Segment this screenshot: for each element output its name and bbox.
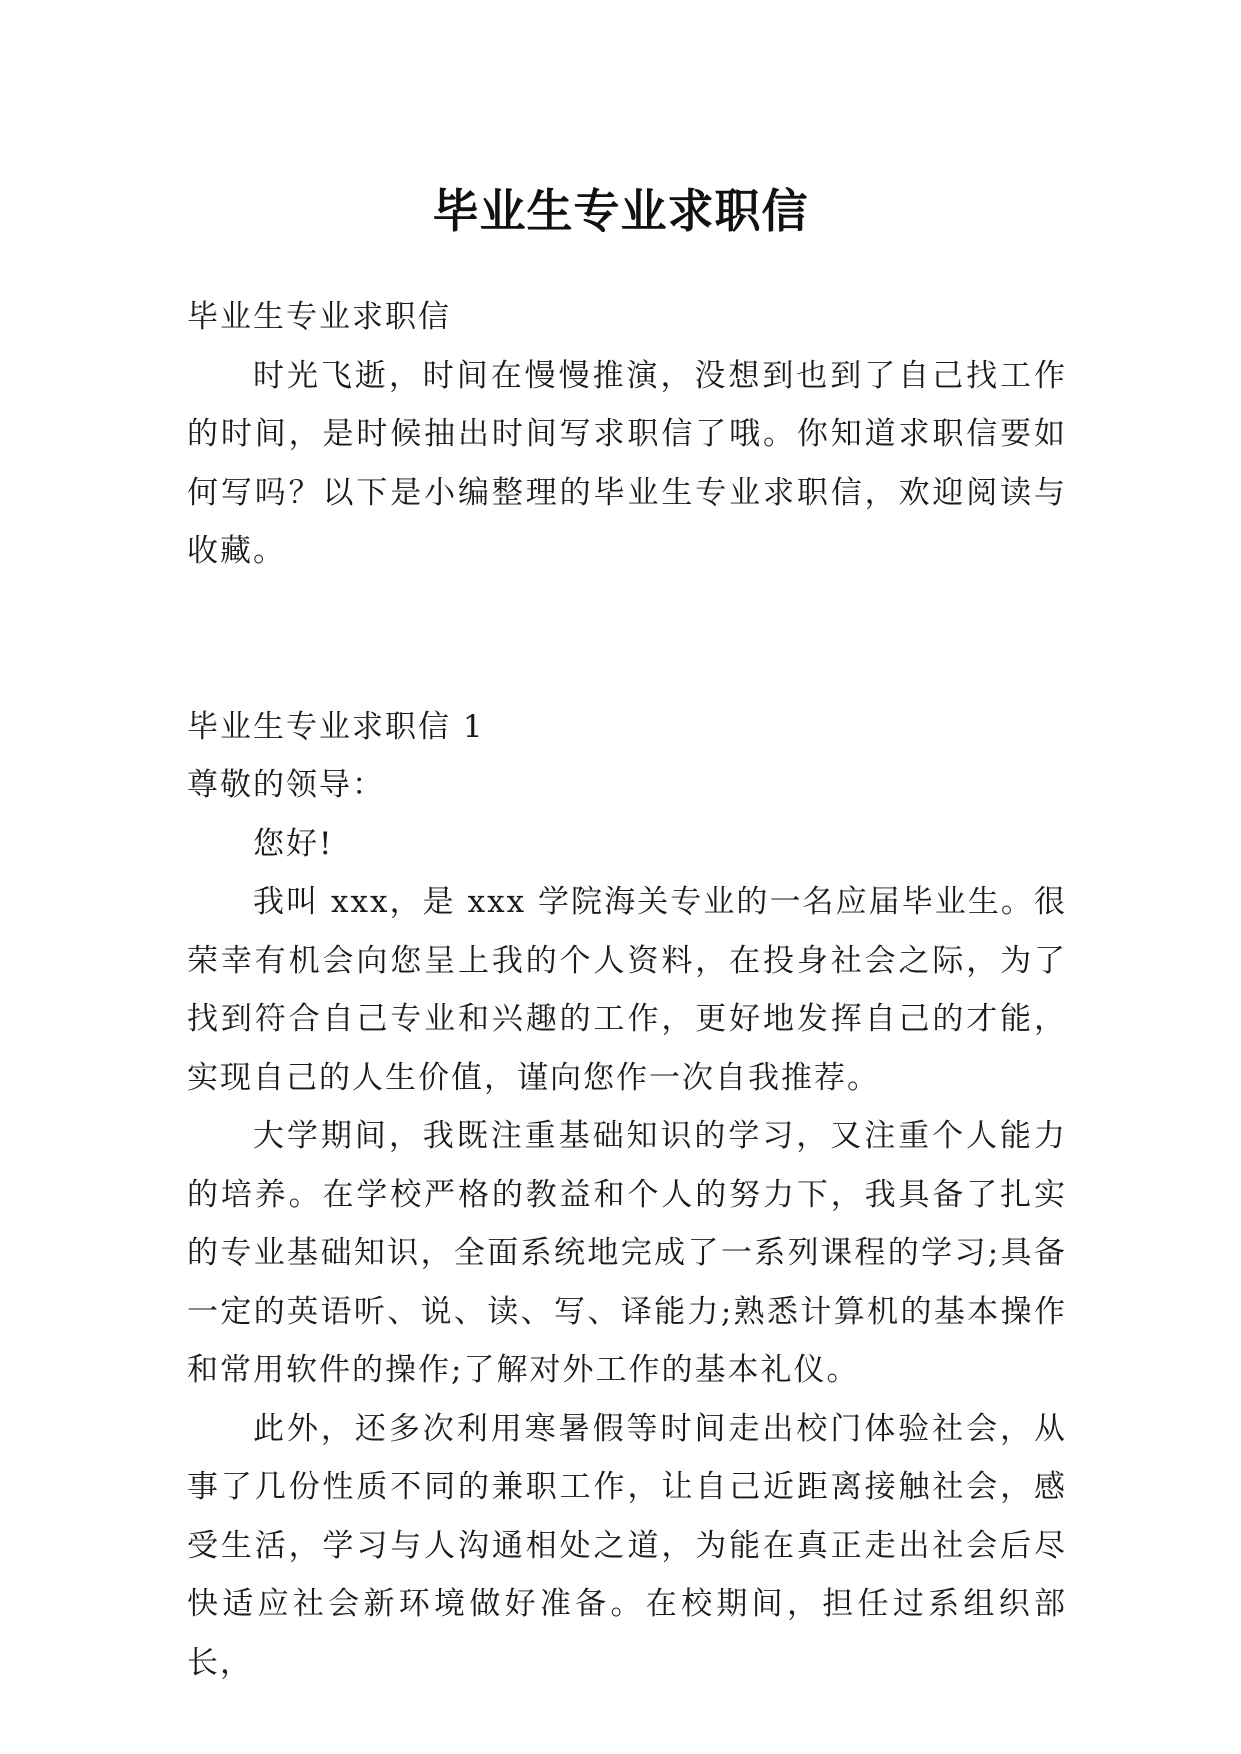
salutation: 尊敬的领导：: [187, 767, 385, 803]
body-paragraph: 我叫 xxx，是 xxx 学院海关专业的一名应届毕业生。很荣幸有机会向您呈上我的个人资料，在投身社会之际，为了找到符合自己专业和兴趣的工作，更好地发挥自己的才能，实现自己的人生价值，谨向您作一次自我推荐。: [187, 884, 1067, 1096]
section-heading: 毕业生专业求职信 1: [187, 708, 485, 745]
document-title: 毕业生专业求职信: [432, 183, 809, 238]
intro-paragraph: 时光飞逝，时间在慢慢推演，没想到也到了自己找工作的时间，是时候抽出时间写求职信了哦。你知道求职信要如何写吗？以下是小编整理的毕业生专业求职信，欢迎阅读与收藏。: [187, 357, 1067, 569]
greeting: 您好!: [253, 825, 334, 862]
intro-heading: 毕业生专业求职信: [187, 299, 451, 335]
body-paragraph: 大学期间，我既注重基础知识的学习，又注重个人能力的培养。在学校严格的教益和个人的努力下，我具备了扎实的专业基础知识，全面系统地完成了一系列课程的学习;具备一定的英语听、说、读、写、译能力;熟悉计算机的基本操作和常用软件的操作;了解对外工作的基本礼仪。: [187, 1118, 1067, 1388]
body-paragraph: 此外，还多次利用寒暑假等时间走出校门体验社会，从事了几份性质不同的兼职工作，让自己近距离接触社会，感受生活，学习与人沟通相处之道，为能在真正走出社会后尽快适应社会新环境做好准备。在校期间，担任过系组织部长，: [187, 1410, 1067, 1681]
document-body: [187, 288, 1067, 1692]
section-spacer: [187, 581, 1067, 698]
